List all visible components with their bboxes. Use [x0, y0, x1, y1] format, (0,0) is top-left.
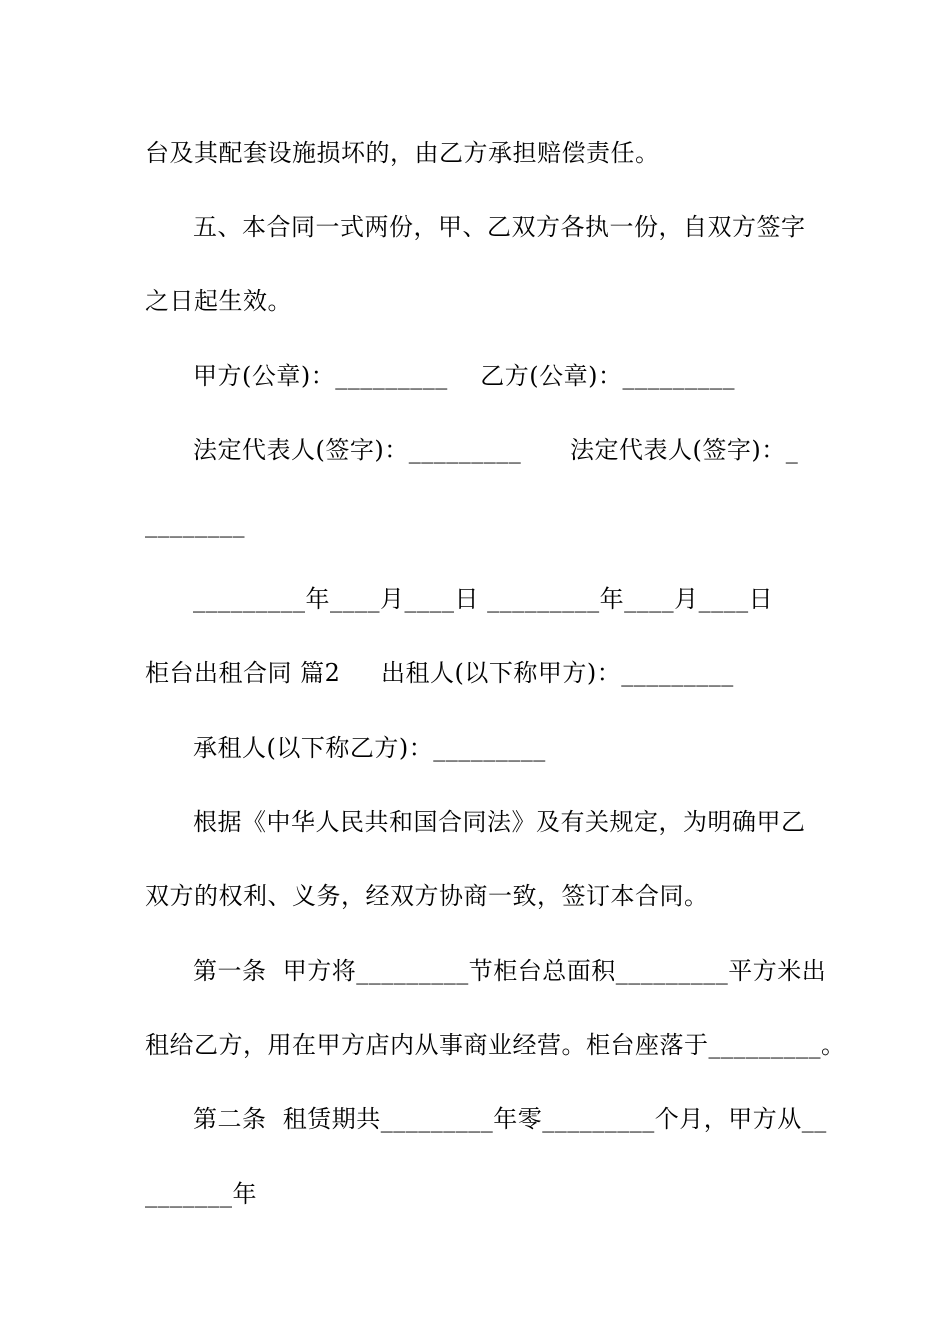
signature-line-seal: 甲方(公章)：_________ 乙方(公章)：_________ — [193, 362, 735, 390]
text-line-1: 台及其配套设施损坏的，由乙方承担赔偿责任。 — [145, 139, 660, 167]
article-two-line: 第二条 租赁期共_________年零_________个月，甲方从__ — [193, 1105, 827, 1133]
text-line-11: 双方的权利、义务，经双方协商一致，签订本合同。 — [145, 882, 709, 910]
signature-line-continued: ________ — [145, 510, 245, 538]
text-line-3: 之日起生效。 — [145, 287, 292, 315]
lessee-line: 承租人(以下称乙方)：_________ — [193, 734, 546, 762]
date-line: _________年____月____日 _________年____月____日 — [193, 585, 774, 613]
section-heading-line: 柜台出租合同 篇2 出租人(以下称甲方)：_________ — [145, 659, 734, 687]
text-line-2: 五、本合同一式两份，甲、乙双方各执一份，自双方签字 — [193, 213, 806, 241]
text-line-13: 租给乙方，用在甲方店内从事商业经营。柜台座落于_________。 — [145, 1031, 846, 1059]
text-line-10: 根据《中华人民共和国合同法》及有关规定，为明确甲乙 — [193, 808, 806, 836]
text-line-15: _______年 — [145, 1180, 257, 1208]
signature-line-representative: 法定代表人(签字)：_________ 法定代表人(签字)：_ — [193, 436, 799, 464]
article-one-line: 第一条 甲方将_________节柜台总面积_________平方米出 — [193, 957, 827, 985]
